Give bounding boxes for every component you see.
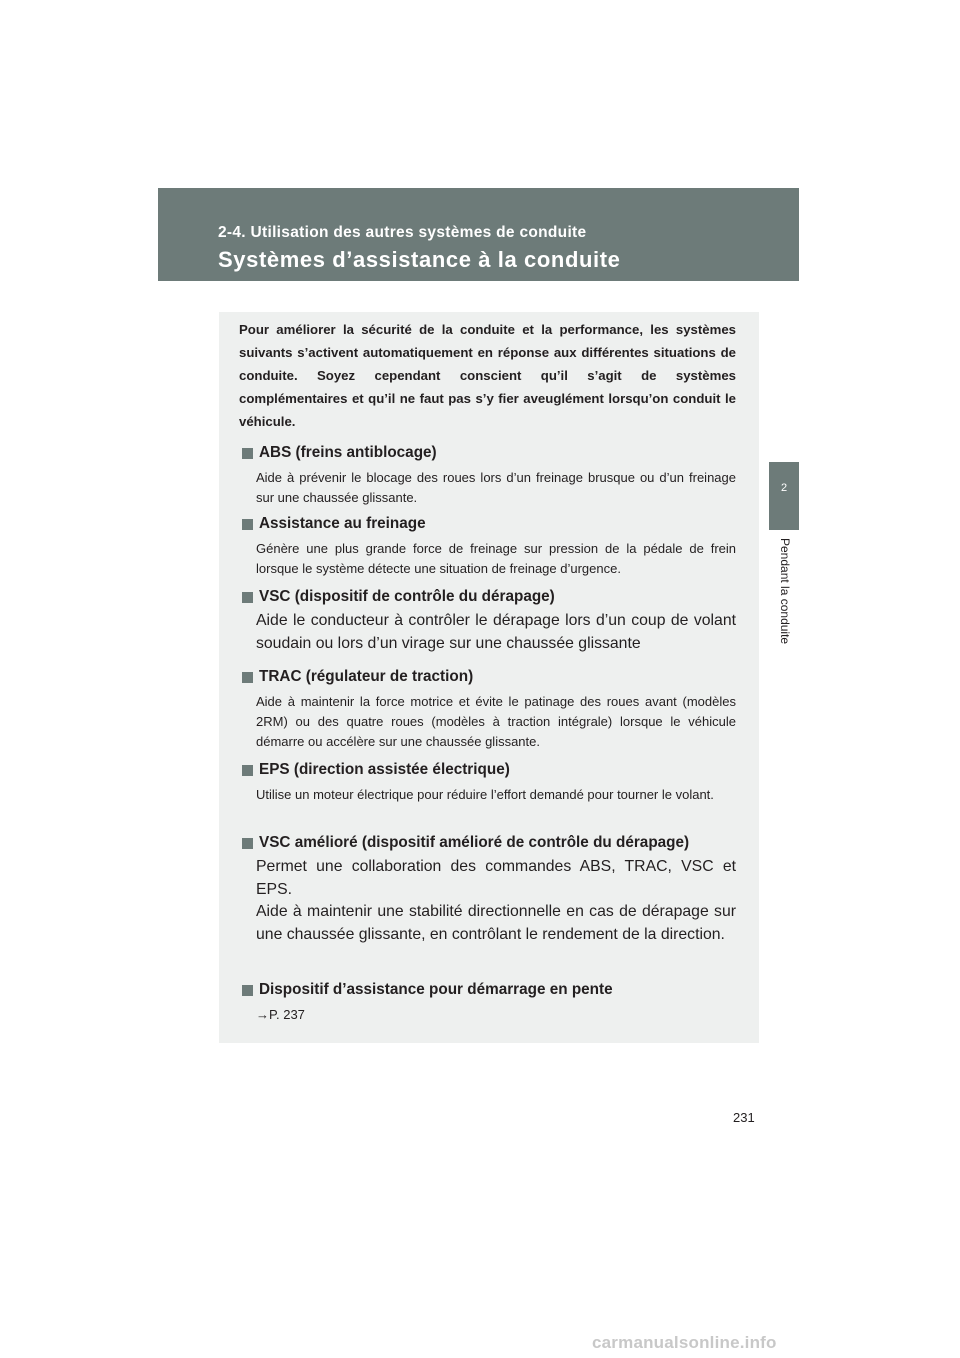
list-item-trac <box>239 667 736 752</box>
item-description: Utilise un moteur électrique pour réduire l’effort demandé pour tourner le volant. <box>256 787 714 802</box>
item-heading: Dispositif d’assistance pour démarrage en pente <box>259 981 613 998</box>
list-item-brake-assist <box>239 514 736 579</box>
list-item-enhanced-vsc <box>239 833 736 946</box>
list-item-eps <box>239 760 736 805</box>
item-description: Permet une collaboration des commandes ABS, TRAC, VSC et EPS. <box>256 858 736 898</box>
item-heading: TRAC (régulateur de traction) <box>259 668 474 685</box>
list-item-abs <box>239 443 736 508</box>
item-description: Génère une plus grande force de freinage sur pression de la pédale de frein lorsque le système détecte une situation de freinage d’urgence. <box>256 541 736 576</box>
item-heading: ABS (freins antiblocage) <box>259 444 437 461</box>
item-heading: Assistance au freinage <box>259 515 426 532</box>
square-bullet-icon <box>242 765 253 776</box>
square-bullet-icon <box>242 448 253 459</box>
square-bullet-icon <box>242 519 253 530</box>
section-label: 2-4. Utilisation des autres systèmes de conduite <box>218 224 587 241</box>
intro-paragraph: Pour améliorer la sécurité de la conduite et la performance, les systèmes suivants s’activent automatiquement en réponse aux différentes situations de conduite. Soyez cependant conscient qu’il s’agit de systèmes complémentaires et qu’il ne faut pas s’y fier aveuglément lorsqu’on conduit le véhicule. <box>239 322 736 429</box>
item-heading: VSC amélioré (dispositif amélioré de contrôle du dérapage) <box>259 834 690 851</box>
page-title: Systèmes d’assistance à la conduite <box>218 247 621 272</box>
list-item-hill-start <box>239 980 736 1025</box>
page-reference-link[interactable]: →P. 237 <box>256 1007 305 1022</box>
list-item-vsc <box>239 587 736 655</box>
square-bullet-icon <box>242 592 253 603</box>
square-bullet-icon <box>242 838 253 849</box>
item-description-2: Aide à maintenir une stabilité directionnelle en cas de dérapage sur une chaussée glissante, en contrôlant le rendement de la direction. <box>256 903 736 943</box>
content-box <box>219 312 759 1043</box>
square-bullet-icon <box>242 985 253 996</box>
item-heading: VSC (dispositif de contrôle du dérapage) <box>259 588 555 605</box>
chapter-tab-label: Pendant la conduite <box>778 538 792 645</box>
item-description: Aide le conducteur à contrôler le dérapage lors d’un coup de volant soudain ou lors d’un virage sur une chaussée glissante <box>256 612 736 652</box>
item-heading: EPS (direction assistée électrique) <box>259 761 510 778</box>
chapter-tab[interactable] <box>769 462 799 530</box>
chapter-tab-number: 2 <box>780 482 788 494</box>
square-bullet-icon <box>242 672 253 683</box>
page-number: 231 <box>733 1110 755 1125</box>
chapter-header <box>158 188 799 281</box>
item-description: Aide à prévenir le blocage des roues lors d’un freinage brusque ou d’un freinage sur une chaussée glissante. <box>256 470 736 505</box>
watermark: carmanualsonline.info <box>592 1333 777 1352</box>
item-description: Aide à maintenir la force motrice et évite le patinage des roues avant (modèles 2RM) ou des quatre roues (modèles à traction intégrale) lorsque le véhicule démarre ou accélère sur une chaussée glissante. <box>256 694 736 749</box>
